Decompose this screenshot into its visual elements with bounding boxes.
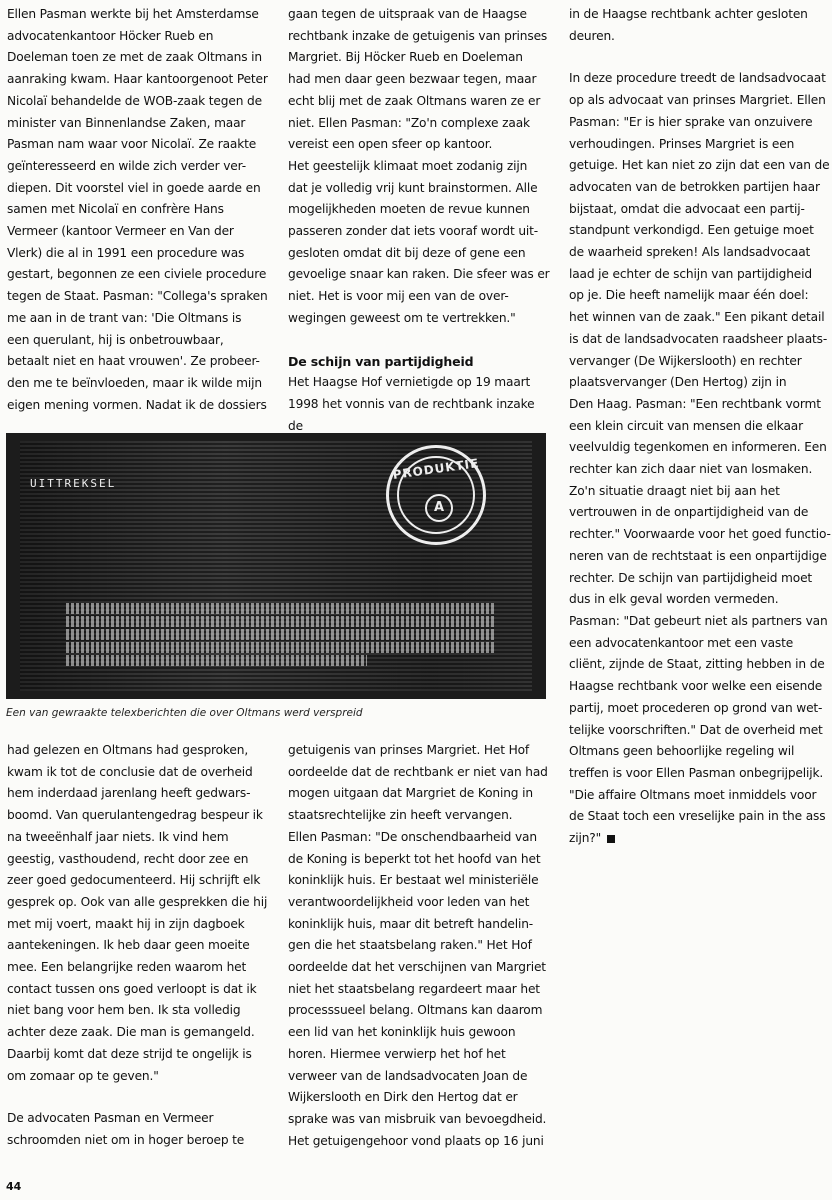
paragraph: getuigenis van prinses Margriet. Het Hof oordeelde dat de rechtbank er niet van had mogen uitgaan dat Margriet de Koning in staatsrechtelijke zin heeft vervangen. Ellen Pasman: "De onschendbaarheid van de Koning is beperkt tot het hoofd van het koninklijk huis. Er bestaat wel ministeriële verantwoordelijkheid voor leden van het koninklijk huis, maar dit betreft handelin- gen die het staatsbelang raken." Het Hof oordeelde dat het verschijnen van Margriet niet het staatsbelang regardeert maar het processsueel belang. Oltmans kan daarom een lid van het koninklijk huis gewoon horen. Hiermee verwierp het hof het verweer van de landsadvocaten Joan de Wijkerslooth en Dirk den Hertog dat er sprake was van misbruik van bevoegdheid. Het getuigengehoor vond plaats op 16 juni [288, 743, 548, 1148]
paragraph [569, 68, 831, 849]
telex-text-lines [66, 603, 496, 668]
paragraph: had gelezen en Oltmans had gesproken, kwam ik tot de conclusie dat de overheid hem inderdaad jarenlang heeft gedwars- boomd. Van querulantengedrag bespeur ik na tweeënhalf jaar niets. Ik vind hem geestig, vasthoudend, recht door zee en zeer goed gedocumenteerd. Hij schrijft elk gesprek op. Ook van alle gesprekken die hij met mij voert, maakt hij in zijn dagboek aantekeningen. Ik heb daar geen moeite mee. Een belangrijke reden waarom het contact tussen ons goed verloopt is dat ik niet bang voor hem ben. Ik sta volledig achter deze zaak. Die man is gemangeld. Daarbij komt dat deze strijd te ongelijk is om zomaar op te geven." [7, 743, 268, 1083]
image-caption: Een van gewraakte telexberichten die over Oltmans werd verspreid [6, 707, 363, 719]
column-1-top [7, 4, 269, 416]
telex-line [66, 629, 496, 640]
telex-line [66, 655, 367, 666]
column-3 [569, 4, 831, 850]
paragraph: De advocaten Pasman en Vermeer schroomden niet om in hoger beroep te [7, 1111, 245, 1147]
produktie-stamp [386, 445, 486, 545]
telex-header: UITTREKSEL [30, 477, 117, 490]
telex-line [66, 642, 496, 653]
end-mark-icon [607, 835, 615, 843]
column-2-top [288, 4, 550, 437]
stamp-label: PRODUKTIE [391, 456, 481, 482]
stamp-letter: A [425, 494, 453, 522]
section-heading: De schijn van partijdigheid [288, 353, 474, 369]
paragraph: Het Haagse Hof vernietigde op 19 maart 1998 het vonnis van de rechtbank inzake de [288, 375, 535, 433]
paragraph: gaan tegen de uitspraak van de Haagse rechtbank inzake de getuigenis van prinses Margriet. Bij Höcker Rueb en Doeleman had men daar geen bezwaar tegen, maar echt blij met de zaak Oltmans waren ze er niet. Ellen Pasman: "Zo'n complexe zaak vereist een open sfeer op kantoor. Het geestelijk klimaat moet zodanig zijn dat je volledig vrij kunt brainstormen. Alle mogelijkheden moeten de revue kunnen passeren zonder dat iets vooraf wordt uit- gesloten omdat dit bij deze of gene een gevoelige snaar kan raken. Die sfeer was er niet. Het is voor mij een van de over- wegingen geweest om te vertrekken." [288, 7, 550, 325]
telex-line [66, 603, 496, 614]
column-2-bottom [288, 740, 550, 1152]
page-number: 44 [6, 1180, 22, 1193]
paragraph-text: In deze procedure treedt de landsadvocaat op als advocaat van prinses Margriet. Ellen Pasman: "Er is hier sprake van onzuivere verhoudingen. Prinses Margriet is een getuige. Het kan niet zo zijn dat een van de advocaten van de betrokken partijen haar bijstaat, omdat die advocaat een partij- standpunt verkondigd. Een getuige moet de waarheid spreken! Als landsadvocaat laad je echter de schijn van partijdigheid op je. Die heeft namelijk maar één doel: het winnen van de zaak." Een pikant detail is dat de landsadvocaten raadsheer plaats- vervanger (De Wijkerslooth) en rechter plaatsvervanger (Den Hertog) zijn in Den Haag. Pasman: "Een rechtbank vormt een klein circuit van mensen die elkaar veelvuldig tegenkomen en informeren. Een rechter kan zich daar niet van losmaken. Zo'n situatie draagt niet bij aan het vertrouwen in de onpartijdigheid van de rechter." Voorwaarde voor het goed functio- neren van de rechtstaat is een onpartijdige rechter. De schijn van partijdigheid moet dus in elk geval worden vermeden. Pasman: "Dat gebeurt niet als partners van een advocatenkantoor met een vaste cliënt, zijnde de Staat, zitting hebben in de Haagse rechtbank voor welke een eisende partij, moet procederen op grond van wet- telijke voorschriften." Dat de overheid met Oltmans geen behoorlijke regeling wil treffen is voor Ellen Pasman onbegrijpelijk. "Die affaire Oltmans moet inmiddels voor de Staat toch een vreselijke pain in the ass zijn?" [569, 71, 831, 846]
column-1-bottom [7, 740, 269, 1152]
telex-image [6, 433, 546, 699]
paragraph: in de Haagse rechtbank achter gesloten deuren. [569, 7, 808, 43]
paragraph: Ellen Pasman werkte bij het Amsterdamse advocatenkantoor Höcker Rueb en Doeleman toen ze met de zaak Oltmans in aanraking kwam. Haar kantoorgenoot Peter Nicolaï behandelde de WOB-zaak tegen de minister van Binnenlandse Zaken, maar Pasman nam waar voor Nicolaï. Ze raakte geïnteresseerd en wilde zich verder ver- diepen. Dit voorstel viel in goede aarde en samen met Nicolaï en confrère Hans Vermeer (kantoor Vermeer en Van der Vlerk) die al in 1991 een procedure was gestart, begonnen ze een civiele procedure tegen de Staat. Pasman: "Collega's spraken me aan in de trant van: 'Die Oltmans is een querulant, hij is onbetrouwbaar, betaalt niet en haat vrouwen'. Ze probeer- den me te beïnvloeden, maar ik wilde mijn eigen mening vormen. Nadat ik de dossiers [7, 7, 268, 412]
telex-line [66, 616, 496, 627]
